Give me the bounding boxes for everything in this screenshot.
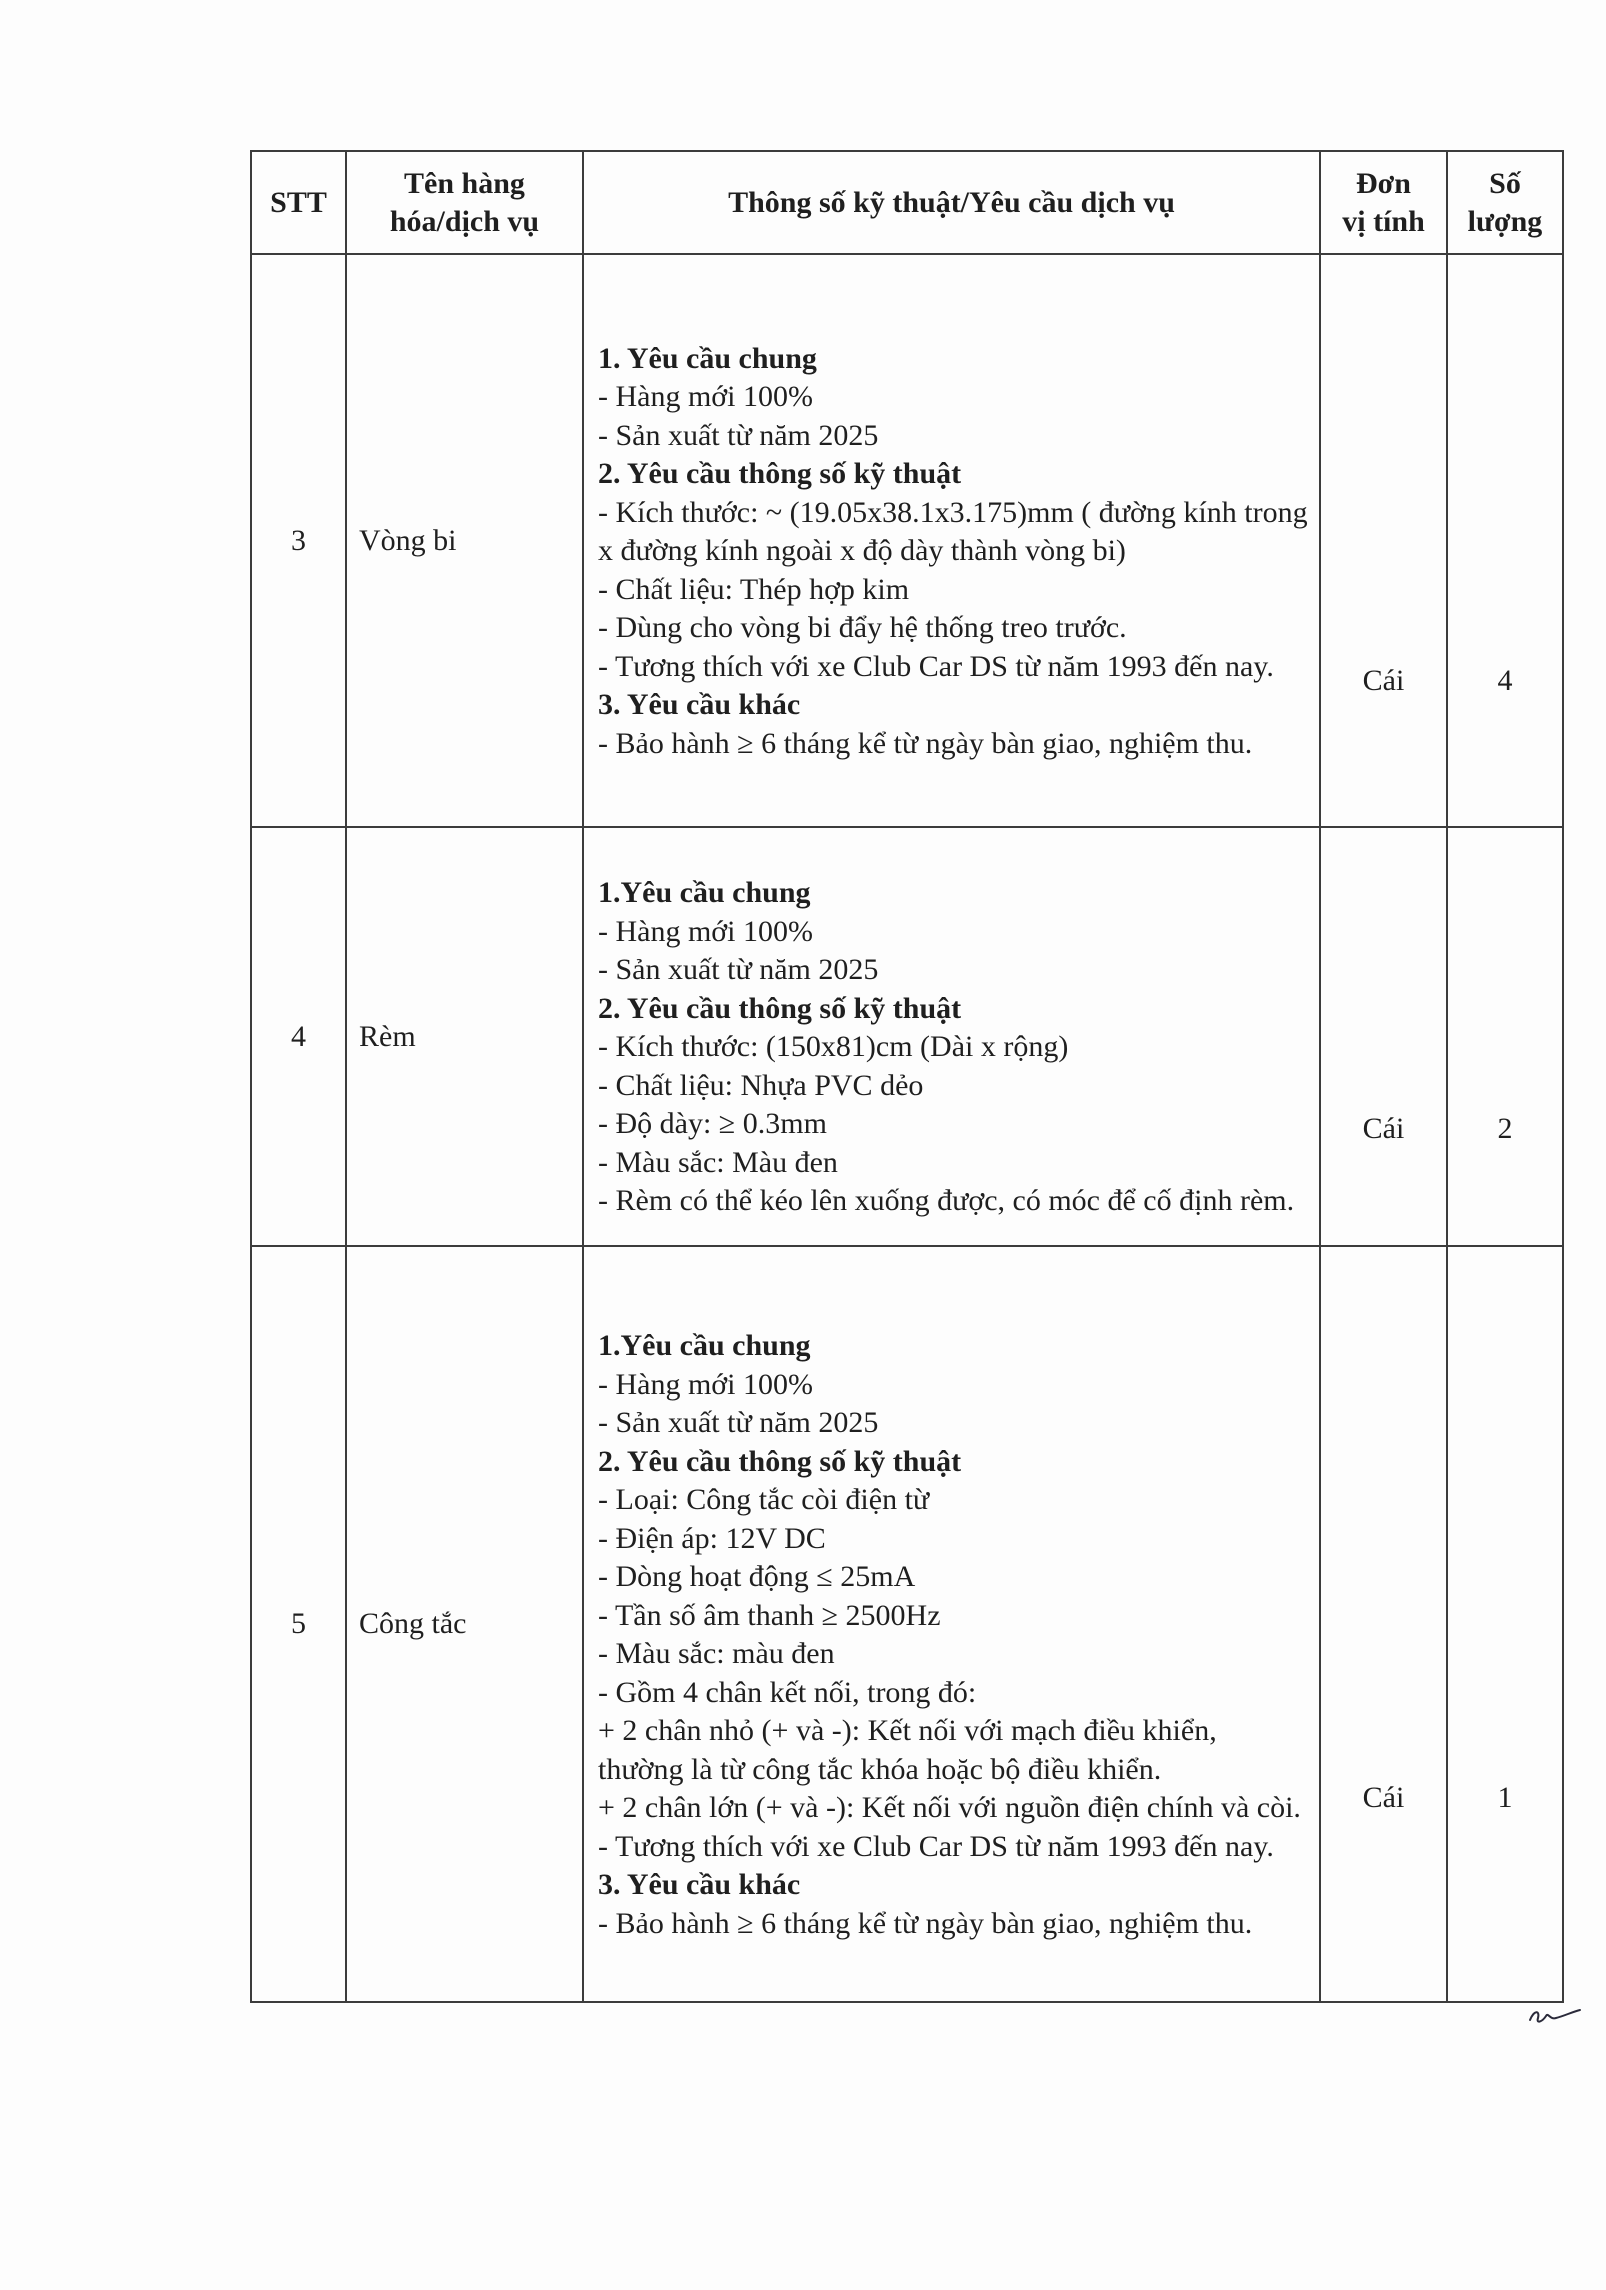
table-row xyxy=(251,254,1563,827)
spec-section-heading: 2. Yêu cầu thông số kỹ thuật xyxy=(598,457,962,491)
spec-line: - Tần số âm thanh ≥ 2500Hz xyxy=(598,1598,941,1632)
spec-line: - Gồm 4 chân kết nối, trong đó: xyxy=(598,1675,977,1709)
table-row xyxy=(251,827,1563,1246)
spec-line: + 2 chân nhỏ (+ và -): Kết nối với mạch điều khiển, thường là từ công tắc khóa hoặc bộ điều khiển. xyxy=(598,1714,1217,1786)
header-unit-line2: vị tính xyxy=(1342,204,1425,238)
header-quantity xyxy=(1447,151,1563,254)
spec-line: - Loại: Công tắc còi điện từ xyxy=(598,1483,930,1516)
header-item-name xyxy=(346,151,583,254)
row-item-name: Công tắc xyxy=(346,1246,583,2002)
initials-signature xyxy=(1526,2002,1582,2032)
spec-line: - Hàng mới 100% xyxy=(598,1367,813,1401)
row-unit: Cái xyxy=(1320,1246,1447,2002)
spec-line: - Màu sắc: Màu đen xyxy=(598,1145,838,1179)
spec-section-heading: 2. Yêu cầu thông số kỹ thuật xyxy=(598,1444,962,1478)
spec-line: - Dòng hoạt động ≤ 25mA xyxy=(598,1560,916,1593)
spec-section-heading: 1.Yêu cầu chung xyxy=(598,1329,811,1362)
spec-line: - Màu sắc: màu đen xyxy=(598,1637,835,1670)
spec-section-heading: 2. Yêu cầu thông số kỹ thuật xyxy=(598,991,962,1025)
row-unit: Cái xyxy=(1320,827,1447,1246)
row-quantity: 1 xyxy=(1447,1246,1563,2002)
spec-line: - Sản xuất từ năm 2025 xyxy=(598,1406,879,1439)
spec-line: - Bảo hành ≥ 6 tháng kể từ ngày bàn giao, nghiệm thu. xyxy=(598,726,1253,760)
spec-line: - Chất liệu: Thép hợp kim xyxy=(598,572,910,606)
row-specification xyxy=(583,254,1320,827)
row-specification xyxy=(583,827,1320,1246)
row-quantity: 4 xyxy=(1447,254,1563,827)
spec-line: - Kích thước: (150x81)cm (Dài x rộng) xyxy=(598,1030,1069,1064)
spec-line: + 2 chân lớn (+ và -): Kết nối với nguồn điện chính và còi. xyxy=(598,1791,1301,1824)
header-stt: STT xyxy=(251,151,346,254)
table-header-row xyxy=(251,151,1563,254)
header-unit-line1: Đơn xyxy=(1356,166,1411,200)
header-quantity-line2: lượng xyxy=(1467,204,1543,238)
header-specification: Thông số kỹ thuật/Yêu cầu dịch vụ xyxy=(583,151,1320,254)
spec-line: - Sản xuất từ năm 2025 xyxy=(598,418,879,452)
spec-line: - Hàng mới 100% xyxy=(598,914,813,948)
row-stt: 3 xyxy=(251,254,346,827)
row-specification xyxy=(583,1246,1320,2002)
spec-line: - Hàng mới 100% xyxy=(598,380,813,414)
row-stt: 4 xyxy=(251,827,346,1246)
spec-line: - Bảo hành ≥ 6 tháng kể từ ngày bàn giao, nghiệm thu. xyxy=(598,1906,1253,1940)
spec-section-heading: 3. Yêu cầu khác xyxy=(598,1868,801,1901)
header-item-name-line2: hóa/dịch vụ xyxy=(389,204,540,238)
header-unit xyxy=(1320,151,1447,254)
row-item-name: Rèm xyxy=(346,827,583,1246)
spec-section-heading: 1. Yêu cầu chung xyxy=(598,341,817,375)
header-item-name-line1: Tên hàng xyxy=(404,166,525,200)
header-quantity-line1: Số xyxy=(1489,166,1521,200)
spec-section-heading: 3. Yêu cầu khác xyxy=(598,688,801,722)
spec-line: - Rèm có thể kéo lên xuống được, có móc để cố định rèm. xyxy=(598,1184,1295,1218)
specification-table xyxy=(250,150,1564,2003)
row-quantity: 2 xyxy=(1447,827,1563,1246)
spec-line: - Dùng cho vòng bi đẩy hệ thống treo trước. xyxy=(598,611,1127,645)
spec-line: - Tương thích với xe Club Car DS từ năm 1993 đến nay. xyxy=(598,1829,1274,1863)
spec-line: - Chất liệu: Nhựa PVC dẻo xyxy=(598,1068,924,1102)
row-unit: Cái xyxy=(1320,254,1447,827)
spec-line: - Tương thích với xe Club Car DS từ năm 1993 đến nay. xyxy=(598,649,1274,683)
table-row xyxy=(251,1246,1563,2002)
spec-section-heading: 1.Yêu cầu chung xyxy=(598,876,811,910)
spec-line: - Sản xuất từ năm 2025 xyxy=(598,953,879,987)
spec-line: - Điện áp: 12V DC xyxy=(598,1521,826,1555)
spec-line: - Kích thước: ~ (19.05x38.1x3.175)mm ( đường kính trong x đường kính ngoài x độ dày thành vòng bi) xyxy=(598,495,1308,568)
row-item-name: Vòng bi xyxy=(346,254,583,827)
row-stt: 5 xyxy=(251,1246,346,2002)
spec-line: - Độ dày: ≥ 0.3mm xyxy=(598,1107,827,1141)
